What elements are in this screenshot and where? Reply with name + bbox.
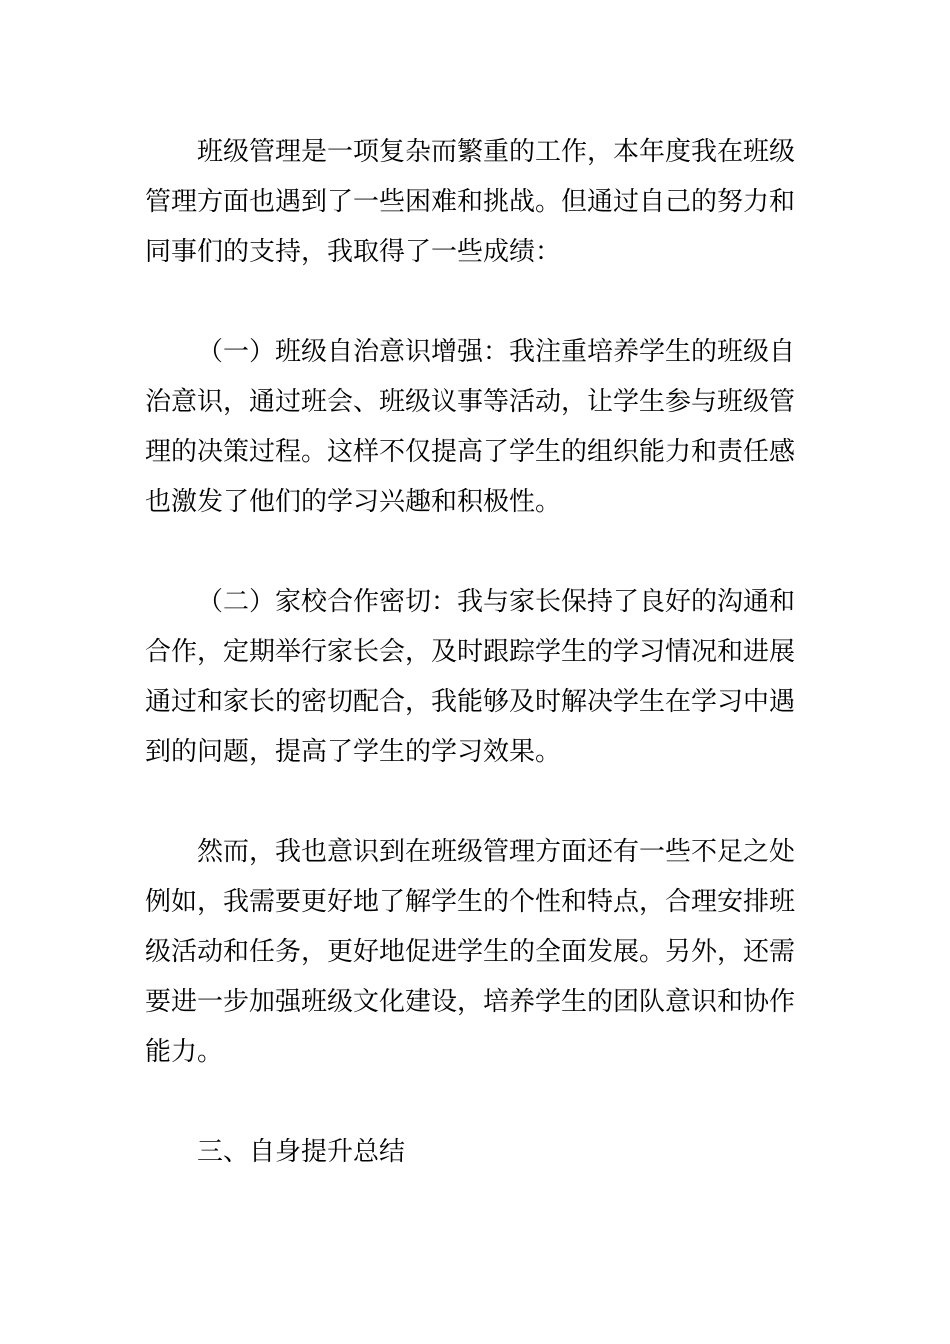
paragraph-line: 班级管理是一项复杂而繁重的工作，本年度我在班级 [197,137,796,167]
paragraph-line: 例如，我需要更好地了解学生的个性和特点，合理安排班 [145,887,796,917]
paragraph-line: 能力。 [145,1037,224,1067]
section-heading-text: 三、自身提升总结 [197,1137,406,1167]
paragraph-class-management-intro [145,127,807,277]
paragraph-line: 通过和家长的密切配合，我能够及时解决学生在学习中遇 [145,687,796,717]
paragraph-line: 然而，我也意识到在班级管理方面还有一些不足之处 [197,837,796,867]
paragraph-line: （一）班级自治意识增强：我注重培养学生的班级自 [197,337,796,367]
paragraph-spacer [145,777,807,827]
paragraph-line: 同事们的支持，我取得了一些成绩： [145,237,562,267]
paragraph-line: 理的决策过程。这样不仅提高了学生的组织能力和责任感 [145,437,796,467]
paragraph-shortcomings [145,827,807,1077]
paragraph-line: 管理方面也遇到了一些困难和挑战。但通过自己的努力和 [145,187,796,217]
paragraph-spacer [145,1077,807,1127]
paragraph-line: 也激发了他们的学习兴趣和积极性。 [145,487,562,517]
paragraph-line: 合作，定期举行家长会，及时跟踪学生的学习情况和进展 [145,637,796,667]
paragraph-home-school-cooperation [145,577,807,777]
paragraph-line: 级活动和任务，更好地促进学生的全面发展。另外，还需 [145,937,796,967]
paragraph-line: 治意识，通过班会、班级议事等活动，让学生参与班级管 [145,387,796,417]
paragraph-spacer [145,277,807,327]
document-body [145,127,807,1177]
paragraph-line: 要进一步加强班级文化建设，培养学生的团队意识和协作 [145,987,796,1017]
section-heading [145,1127,807,1177]
paragraph-line: 到的问题，提高了学生的学习效果。 [145,737,562,767]
paragraph-line: （二）家校合作密切：我与家长保持了良好的沟通和 [197,587,796,617]
paragraph-spacer [145,527,807,577]
paragraph-self-governance [145,327,807,527]
